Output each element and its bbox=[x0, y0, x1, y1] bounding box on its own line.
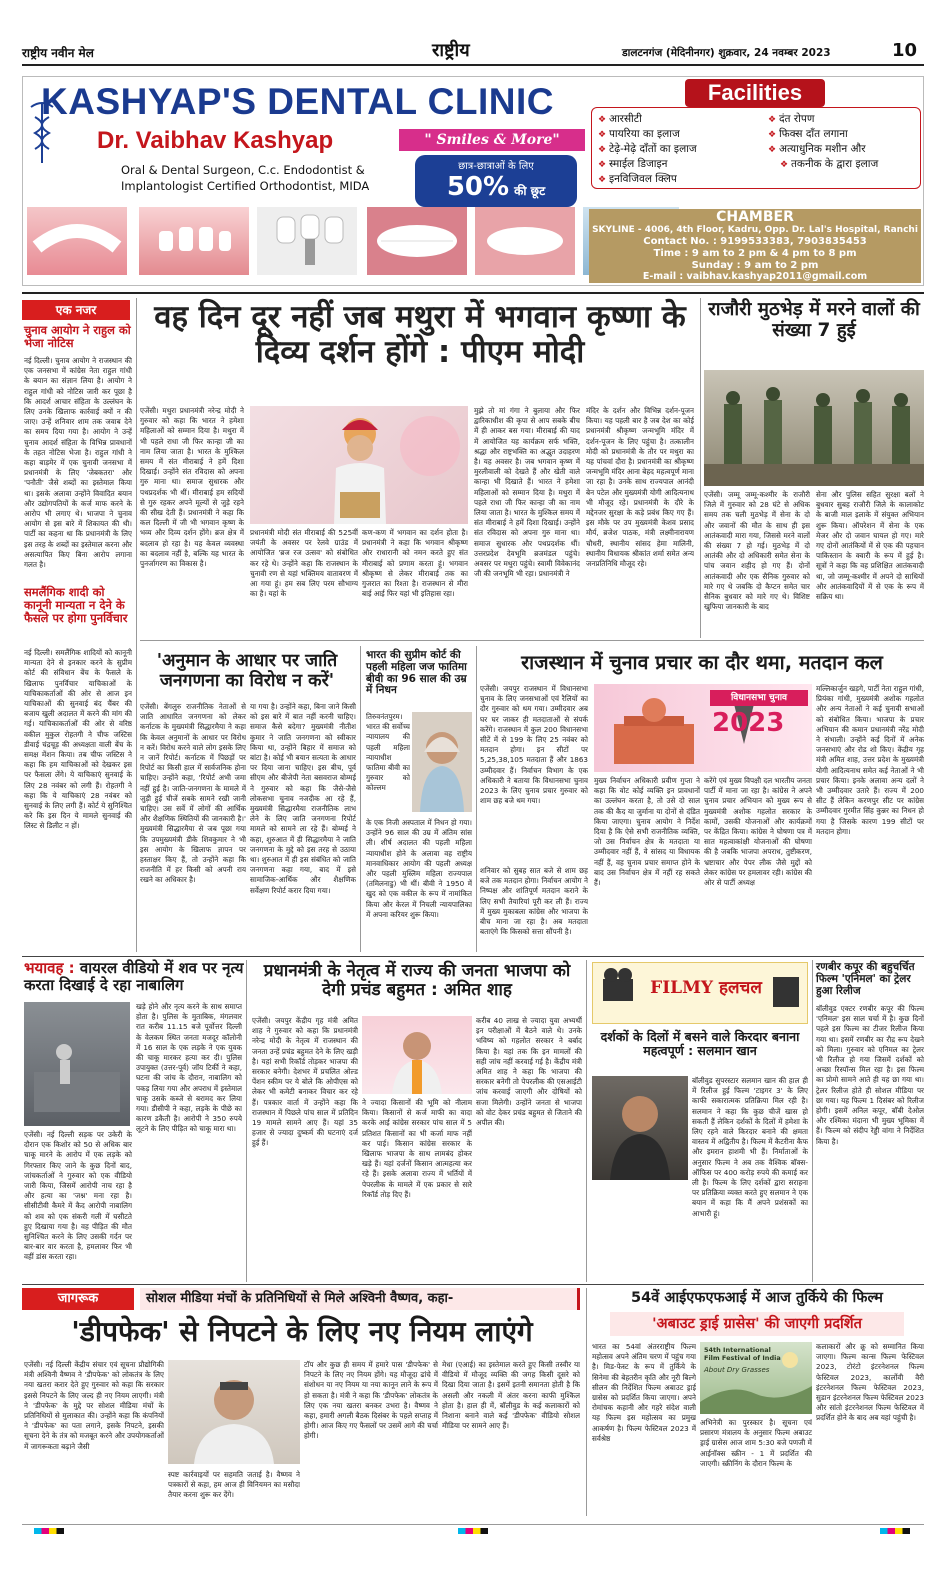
caste-col-1: एजेंसी। बेंगलुरु राजनीतिक नेताओं से जाति आधारित जनगणना को लेकर कर्नाटक के मुख्यमंत्री सिद्धारमैया ने कहा कि केवल अनुमानों के आधार पर विरोध न करें। विरोध करने वाले लोग इसके लिए न जानें रिपोर्ट। कर्नाटक में पिछड़ों पर रिपोर्ट का किसी हाल में सार्वजनिक होना चाहिए। उन्होंने कहा, 'रिपोर्ट अभी जमा नहीं हुई है। जाति-जनगणना के मामले में जुड़ी हुई चीजें सबके सामने रखी जानी चाहिए। उस सर्वे में लोगों की आर्थिक और शैक्षणिक स्थितियों की जानकारी है।' मुख्यमंत्री सिद्धारमैया से जब पूछा गया कि उपमुख्यमंत्री डीके शिवकुमार ने भी इस आयोग के खिलाफ ज्ञापन पर हस्ताक्षर किए हैं, तो उन्होंने कहा कि राजनीति में हर किसी को अपनी राय रखने का अधिकार है। bbox=[140, 702, 246, 885]
doctor-name: Dr. Vaibhav Kashyap bbox=[97, 127, 334, 154]
filmy-logo: FILMY हलचल bbox=[650, 978, 762, 998]
masthead-date: डालटनगंज (मेदिनीनगर) शुक्रवार, 24 नवम्बर 2023 bbox=[622, 47, 831, 59]
footer-bar bbox=[22, 1524, 924, 1534]
iffi-headline-2-box bbox=[610, 1312, 904, 1336]
sidebar-text-2: नई दिल्ली। समलैंगिक शादियों को कानूनी मान्यता देने से इनकार करने के सुप्रीम कोर्ट की संविधान बेंच के फैसले के खिलाफ पुनर्विचार याचिकाओं के याचिकाकर्ताओं की ओर से आज इन याचिकाओं की सुनवाई बंद चैंबर की बजाय खुली अदालत में करने की मांग की गई। याचिकाकर्ताओं की ओर से वरिष्ठ वकील मुकुल रोहतगी ने चीफ जस्टिस डीवाई चंद्रचूड़ की अध्यक्षता वाली बेंच के समक्ष मेंशन किया। तब चीफ जस्टिस ने कहा कि हम याचिकाओं को देखकर इस पर फैसला लेंगे। ये याचिकाएं सुनवाई के लिए 28 नवंबर को लगी हैं। रोहतगी ने कहा कि ये याचिकाएं 28 नवंबर को सुनवाई के लिए लगी हैं। कोर्ट ये सुनिश्चित करे कि इस दिन ये मामले सुनवाई की लिस्ट से डिलीट न हों। bbox=[24, 648, 132, 831]
divider bbox=[812, 960, 813, 1282]
divider bbox=[586, 1288, 587, 1516]
divider bbox=[586, 960, 587, 1282]
doctor-desc-1: Oral & Dental Surgeon, C.c. Endodontist & bbox=[121, 163, 365, 177]
masthead bbox=[22, 36, 924, 66]
deepfake-col-3: टॉप और कुछ ही समय में हमारे पास 'डीपफेक' से निपटने के लिए नए नियम होंगे। यह मौजूदा ढांचे में संशोधन या नए नियम या नया कानून लाने के रूप में हो सकता है। मंत्री ने कहा कि 'डीपफेक' लोकतंत्र के लिए एक नया खतरा बनकर उभरा है। वैष्णव ने कहा, हमारी अगली बैठक दिसंबर के पहले सप्ताह में होगी। आज किए गए फैसलों पर उसमें आगे की चर्चा होगी। bbox=[304, 1360, 438, 1441]
rajouri-headline: राजौरी मुठभेड़ में मरने वालों की संख्या 7 हुई bbox=[708, 299, 920, 341]
offer-line: छात्र-छात्राओं के लिए bbox=[458, 161, 534, 172]
page-number: 10 bbox=[892, 40, 918, 61]
jagruk-tag: जागरूक bbox=[22, 1288, 134, 1310]
facility-item: ❖ आरसीटी bbox=[598, 112, 697, 127]
chamber-address: SKYLINE - 4006, 4th Floor, Kadru, Opp. Dr. Lal's Hospital, Ranchi bbox=[592, 225, 918, 235]
chamber-title: CHAMBER bbox=[716, 209, 794, 225]
masthead-center: राष्ट्रीय bbox=[432, 40, 470, 61]
facility-item: ❖ दंत रोपण bbox=[768, 112, 878, 127]
iffi-poster bbox=[700, 1342, 812, 1414]
facilities-title: Facilities bbox=[685, 79, 825, 107]
slogan-badge bbox=[399, 129, 585, 151]
shah-col-1: एजेंसी। जयपुर केंद्रीय गृह मंत्री अमित शाह ने गुरुवार को कहा कि प्रधानमंत्री नरेन्द्र मोदी के नेतृत्व में राजस्थान की जनता उन्हें प्रचंड बहुमत देने के लिए खड़ी है। यहां सभी रिकॉर्ड तोड़कर भाजपा की सरकार बनेगी। देशभर में प्रचलित ओल्ड पेंशन स्कीम पर ये बोले कि ओपीएस को लेकर भी कमेटी बनाकर विचार कर रहे हैं। पत्रकार वार्ता में उन्होंने कहा कि राजस्थान में पिछले पांच साल में प्रतिदिन 19 मामले सामने आए हैं। यहां 35 हजार से ज्यादा दुष्कर्म की घटनाएं दर्ज हुई हैं। bbox=[252, 1016, 358, 1148]
chamber-email: E-mail : vaibhav.kashyap2011@gmail.com bbox=[642, 271, 868, 282]
rajasthan-col-5: मल्लिकार्जुन खड़गे, पार्टी नेता राहुल गांधी, प्रियंका गांधी, मुख्यमंत्री अशोक गहलोत और अन्य नेताओं ने कई चुनावी सभाओं को संबोधित किया। भाजपा के प्रचार अभियान की कमान प्रधानमंत्री नरेंद्र मोदी ने संभाली। उन्होंने कई दिनों में अनेक जनसभाएं और रोड शो किए। केंद्रीय गृह मंत्री अमित शाह, उत्तर प्रदेश के मुख्यमंत्री योगी आदित्यनाथ समेत कई नेताओं ने भी प्रचार किया। इनके अलावा अन्य दलों ने भी उम्मीदवार उतारे हैं। राज्य में 200 सीट हैं लेकिन करणपुर सीट पर कांग्रेस उम्मीदवार गुरमीत सिंह कुन्नर का निधन हो गया है जिसके कारण 199 सीटों पर मतदान होगा। bbox=[816, 684, 924, 836]
viral-text-2: खड़े होने और नृत्य करने के साथ समाप्त होता है। पुलिस के मुताबिक, मंगलवार रात करीब 11.15 बजे पूर्वोत्तर दिल्ली के वेलकम स्थित जनता मजदूर कॉलोनी में 16 साल के एक लड़के ने एक युवक की चाकू मारकर हत्या कर दी। पुलिस उपायुक्त (उत्तर-पूर्व) जॉय टिर्की ने कहा, घटना की जांच के दौरान, नाबालिग को पकड़ लिया गया और अपराध में इस्तेमाल चाकू उसके कब्जे से बरामद कर लिया गया। डीसीपी ने कहा, लड़के के पीछे का कारण डकैती है। आरोपी ने 350 रुपये लूटने के लिए पीड़ित को चाकू मारा था। bbox=[136, 1002, 242, 1134]
facility-item: ❖ फिक्स दाँत लगाना bbox=[768, 127, 878, 142]
shah-photo bbox=[362, 1016, 472, 1094]
facilities-left bbox=[598, 112, 697, 187]
rajasthan-col-2: शनिवार को सुबह सात बजे से शाम छह बजे तक मतदान होगा। निर्वाचन आयोग ने निष्पक्ष और शांतिपूर्ण मतदान कराने के लिए सभी तैयारियां पूरी कर ली हैं। राज्य में मुख्य मुकाबला कांग्रेस और भाजपा के बीच माना जा रहा है। अब मतदाता बताएंगे कि किसको सत्ता सौंपनी है। bbox=[480, 866, 588, 937]
fatima-headline: भारत की सुप्रीम कोर्ट की पहली महिला जज फातिमा बीवी का 96 साल की उम्र में निधन bbox=[366, 649, 467, 697]
modi-photo bbox=[250, 406, 468, 524]
iffi-headline-2: 'अबाउट ड्राई ग्रासेस' की जाएगी प्रदर्शित bbox=[652, 1316, 862, 1332]
fatima-text: के एक निजी अस्पताल में निधन हो गया। उन्होंने 96 साल की उम्र में अंतिम सांस ली। शीर्ष अदालत की पहली महिला न्यायाधीश होने के अलावा वह राष्ट्रीय मानवाधिकार आयोग की पहली अध्यक्ष और पहली मुस्लिम महिला राज्यपाल (तमिलनाडु) भी थीं। बीवी ने 1950 में खुद को एक वकील के रूप में नामांकित किया और केरल में निचली न्यायपालिका में अपना करियर शुरू किया। bbox=[366, 818, 472, 919]
dentures-photo bbox=[27, 207, 127, 275]
clinic-name: KASHYAP'S DENTAL CLINIC bbox=[41, 81, 555, 122]
viral-text: एजेंसी। नई दिल्ली सड़क पर उकेरी के दौरान एक किशोर को 50 से अधिक बार चाकू मारने के आरोप में एक लड़के को गिरफ्तार किए जाने के कुछ दिनों बाद, जांचकर्ताओं ने गुरुवार को एक वीडियो जारी किया, जिसमें आरोपी नाच रहा है और हत्या का 'जश्न' मना रहा है। सीसीटीवी कैमरे में कैद आरोपी नाबालिग को शव को एक संकरी गली में घसीटते हुए दिखाया गया है। वह पीड़ित की मौत सुनिश्चित करने के लिए उसकी गर्दन पर बार-बार वार करता है, हमलावर फिर भी वहीं डांस करता रहा। bbox=[24, 1130, 132, 1262]
viral-photo bbox=[24, 1002, 130, 1126]
shah-col-3: करीब 40 लाख से ज्यादा युवा अभ्यर्थी इन परीक्षाओं में बैठने वाले थे। उनके भविष्य को गहलोत सरकार ने बर्बाद किया है। यहां तक कि इन मामलों की सही जांच नहीं करवाई गई है। केंद्रीय मंत्री अमित शाह ने कहा कि भाजपा की सरकार बनेगी तो पेपरलीक की एसआईटी जांच करवाई जाएगी और दोषियों को सजा मिलेगी। उन्होंने जनता से भाजपा को वोट देकर प्रचंड बहुमत से जिताने की अपील की। bbox=[476, 1016, 582, 1128]
deepfake-col-4: मेधा (एआई) का इस्तेमाल करते हुए किसी तस्वीर या वीडियो में मौजूद व्यक्ति की जगह किसी दूसरे को दिखा दिया जाता है। इसमें इतनी समानता होती है कि असली और नकली में अंतर करना काफी मुश्किल होता है। हाल ही में, बॉलीवुड के कई कलाकारों को निशाना बनाने वाले कई 'डीपफेक' वीडियो सोशल मीडिया पर सामने आए हैं। bbox=[442, 1360, 580, 1431]
iffi-col-3: कलाकारों और क्रू को सम्मानित किया जाएगा। फिल्म कान्स फिल्म फेस्टिवल 2023, टोरंटो इंटरनेशनल फिल्म फेस्टिवल 2023, कार्लोवी वैरी इंटरनेशनल फिल्म फेस्टिवल 2023, सुडान इंटरनेशनल फिल्म फेस्टिवल 2023 और सांतो इंटरनेशनल फिल्म फेस्टिवल में प्रदर्शित होने के बाद अब यहां पहुंची है। bbox=[816, 1342, 924, 1423]
election-poster bbox=[594, 684, 812, 772]
soldiers-photo bbox=[704, 370, 924, 486]
filmy-logo-banner bbox=[592, 962, 808, 1024]
divider bbox=[476, 646, 477, 952]
chamber-sunday: Sunday : 9 am to 2 pm bbox=[691, 260, 819, 271]
masthead-left: राष्ट्रीय नवीन मेल bbox=[22, 46, 94, 60]
chamber-time: Time : 9 am to 2 pm & 4 pm to 8 pm bbox=[653, 248, 857, 259]
sidebar-headline-1: चुनाव आयोग ने राहुल को भेजा नोटिस bbox=[24, 323, 131, 350]
facility-item: ❖ इनविजिवल क्लिप bbox=[598, 172, 697, 187]
rajasthan-col-3: मुख्य निर्वाचन अधिकारी प्रवीण गुप्ता ने कहा कि वोट कोई व्यक्ति इन प्रावधानों का उल्लंघन करता है, तो उसे दो साल तक की कैद या जुर्माना या दोनों से दंडित किया जाएगा। चुनाव आयोग ने निर्देश दिया है कि ऐसे सभी राजनीतिक व्यक्ति, जो उस निर्वाचन क्षेत्र के मतदाता या उम्मीदवार नहीं हैं, वे सांसद या विधायक नहीं हैं, वह चुनाव प्रचार समाप्त होने के बाद उस निर्वाचन क्षेत्र में नहीं रह सकते हैं। bbox=[594, 776, 700, 888]
deepfake-subhead: सोशल मीडिया मंचों के प्रतिनिधियों से मिले अश्विनी वैष्णव, कहा- bbox=[140, 1288, 580, 1310]
viral-headline: वायरल वीडियो में शव पर नृत्य करता दिखाई दे रहा नाबालिग bbox=[24, 959, 244, 994]
chamber-contact: Contact No. : 9199533383, 7903835453 bbox=[643, 236, 867, 247]
implant-photo-1 bbox=[139, 207, 249, 275]
registration-mark bbox=[880, 1528, 910, 1534]
divider bbox=[22, 956, 924, 957]
facility-item: ❖ तकनीक के द्वारा इलाज bbox=[768, 157, 878, 172]
rajasthan-headline: राजस्थान में चुनाव प्रचार का दौर थमा, मतदान कल bbox=[521, 651, 883, 674]
rajasthan-col-1: एजेंसी। जयपुर राजस्थान में विधानसभा चुनाव के लिए जनसभाओं एवं रैलियों का दौर गुरुवार को थम गया। उम्मीदवार अब घर घर जाकर ही मतदाताओं से संपर्क करेंगे। राजस्थान में कुल 200 विधानसभा सीटें में से 199 के लिए 25 नवंबर को मतदान होगा। इन सीटों पर 5,25,38,105 मतदाता हैं और 1863 उम्मीदवार हैं। निर्वाचन विभाग के एक अधिकारी ने बताया कि विधानसभा चुनाव 2023 के लिए चुनाव प्रचार गुरुवार को शाम छह बजे थम गया। bbox=[480, 684, 588, 806]
facility-item: ❖ पायरिया का इलाज bbox=[598, 127, 697, 142]
ek-nazar-tag: एक नजर bbox=[22, 300, 130, 320]
facility-item: ❖ अत्याधुनिक मशीन और bbox=[768, 142, 878, 157]
offer-box bbox=[415, 155, 577, 207]
filmy-text: बॉलीवुड सुपरस्टार सलमान खान की हाल ही में रिलीज हुई फिल्म 'टाइगर 3' के लिए काफी सकारात्मक प्रतिक्रिया मिल रही है। सलमान ने कहा कि कुछ चीजें खास हो सकती हैं लेकिन दर्शकों के दिलों में हमेशा के लिए रहने वाले किरदार बनाने की क्षमता वास्तव में अद्वितीय है। फिल्म में कैटरीना कैफ और इमरान हाशमी भी हैं। निर्माताओं के अनुसार फिल्म ने अब तक वैश्विक बॉक्स-ऑफिस पर 400 करोड़ रुपये की कमाई कर ली है। फिल्म के लिए दर्शकों द्वारा सराहना पर प्रतिक्रिया व्यक्त करते हुए सलमान ने एक बयान में कहा कि मैं अपने प्रशंसकों का आभारी हूं। bbox=[692, 1076, 808, 1218]
viral-headline-wrap bbox=[24, 960, 244, 994]
registration-mark bbox=[458, 1528, 488, 1534]
divider bbox=[246, 960, 247, 1282]
divider bbox=[700, 298, 701, 638]
lead-col-2: मुझे तो मां गंगा ने बुलाया और फिर द्वारिकाधीश की कृपा से आप सबके बीच में ही आकर बस गया। मीराबाई की याद में आयोजित यह कार्यक्रम सर्फ भक्ति, श्रद्धा और राष्ट्रभक्ति का अद्भुत उदाहरण है। यह अवसर है। जब भगवान कृष्ण में मुरलीवाली को देखते हैं और खेती वाले कान्हा भी दिखाते हैं। भारत ने हमेशा महिलाओं को सम्मान दिया है। मथुरा में पहले राधा जी फिर कान्हा जी का नाम लिया जाता है। भारत के मुश्किल समय में संत मीराबाई ने हमें दिशा दिखाई। उन्होंने संत रविदास को अपना गुरु माना था। समाज सुधारक और पथप्रदर्शक थीं। उत्तरप्रदेश देवभूमि ब्रजमंडल पहुंचे। अवसर पर मथुरा पहुंचे। स्वामी विवेकानंद जी की जनभूमि भी रहा। प्रधानमंत्री ने bbox=[474, 406, 580, 579]
iffi-col-2: अभिनेत्री का पुरस्कार है। सूचना एवं प्रसारण मंत्रालय के अनुसार फिल्म अबाउट ड्राई ग्रासेस आज शाम 5:30 बजे पणजी में आईनॉक्स स्क्रीन - 1 में प्रदर्शित की जाएगी। स्क्रीनिंग के दौरान फिल्म के bbox=[700, 1418, 812, 1468]
rajasthan-col-4: करेंगे एवं मुख्य विपक्षी दल भारतीय जनता पार्टी में माना जा रहा है। कांग्रेस ने अपने चुनाव प्रचार अभियान को मुख्य रूप से मुख्यमंत्री अशोक गहलोत सरकार के कामों, उसकी योजनाओं और कार्यक्रमों पर केंद्रित किया। कांग्रेस ने घोषणा पत्र में सात महत्वाकांक्षी योजनाओं की घोषणा की है जबकि भाजपा अपराध, तुष्टीकरण, भ्रष्टाचार और पेपर लीक जैसे मुद्दों को लेकर कांग्रेस पर हमलावर रही। कांग्रेस की ओर से पार्टी अध्यक्ष bbox=[704, 776, 812, 888]
deepfake-col-2: स्पष्ट कार्रवाइयों पर सहमति जताई है। वैष्णव ने पत्रकारों से कहा, हम आज ही विनियमन का मसौदा तैयार करना शुरू कर देंगे। bbox=[168, 1470, 300, 1500]
smile-photo-2 bbox=[475, 207, 575, 275]
offer-discount bbox=[415, 172, 577, 202]
facility-item: ❖ स्माईल डिजाइन bbox=[598, 157, 697, 172]
implant-photo-2 bbox=[257, 207, 357, 275]
offer-rest: की छूट bbox=[514, 184, 546, 198]
slogan-text: " Smiles & More" bbox=[424, 132, 560, 148]
animal-text: बॉलीवुड एक्टर रणबीर कपूर की फिल्म 'एनिमल' इस साल चर्चा में है। कुछ दिनों पहले इस फिल्म का टीजर रिलीज किया गया था। इसमें रणबीर का रौद्र रूप देखने को मिला। गुरुवार को एनिमल का ट्रेलर भी रिलीज हो गया जिसमें दर्शकों को अच्छा रिस्पॉन्स मिल रहा है। इस फिल्म का प्रोमो सामने आते ही यह छा गया था। ट्रेलर रिलीज होते ही सोशल मीडिया पर छा गया। यह फिल्म 1 दिसंबर को रिलीज होगी। इसमें अनिल कपूर, बॉबी देओल और रश्मिका मंदाना भी मुख्य भूमिका में हैं। फिल्म को संदीप रेड्डी वांगा ने निर्देशित किया है। bbox=[816, 1004, 924, 1146]
deepfake-headline: 'डीपफेक' से निपटने के लिए नए नियम लाएंगे bbox=[71, 1315, 533, 1348]
lead-col-1: एजेंसी। मथुरा प्रधानमंत्री नरेन्द्र मोदी ने गुरुवार को कहा कि भारत ने हमेशा महिलाओं को सम्मान दिया है। मथुरा में भी पहले राधा जी फिर कान्हा जी का नाम लिया जाता है। भारत के मुश्किल समय में संत मीराबाई ने हमें दिशा दिखाई। उन्होंने संत रविदास को अपना गुरु माना था। समाज सुधारक और पथप्रदर्शक भी थीं। मीराबाई हम सदियों से गुरु रहकर अपने मूल्यों से जुड़े रहने की सीख देती हैं। प्रधानमंत्री ने कहा कि कल दिल्ली में जी भी भगवान कृष्ण के भव्य और दिव्य दर्शन होंगे। ब्रज क्षेत्र में बदलाव हो रहा है। यह केवल व्यवस्था का बदलाव नहीं है, बल्कि यह भारत के पुनर्जागरण का विकास है। bbox=[140, 406, 244, 569]
fatima-photo bbox=[412, 712, 472, 812]
animal-headline: रणबीर कपूर की बहुचर्चित फिल्म 'एनिमल' का ट्रेलर हुआ रिलीज bbox=[816, 961, 915, 997]
caste-col-2: या गया है। उन्होंने कहा, बिना जाने किसी को इस बारे में बात नहीं करनी चाहिए। समाज कैसे बदेगा? मुख्यमंत्री नीतीश कुमार ने जाति जनगणना को स्वीकार किया था, उन्होंने बिहार में समाज को बांटा है। कोई भी बयान सत्यता के आधार पर दिया जाना चाहिए। इस बीच, पूर्व सीएम और बीजेपी नेता बसवराज बोम्मई ने गुरुवार को कहा कि जैसे-जैसे लोकसभा चुनाव नजदीक आ रहे हैं, मुख्यमंत्री सिद्धारमैया राजनीतिक लाभ लेने के लिए जाति जनगणना रिपोर्ट मामले को सामने ला रहे हैं। बोम्मई ने कहा, शुरुआत में ही सिद्धारमैया ने जाति जनगणना के मुद्दे को इस तरह से उठाया था। शुरुआत में ही इस संबंधित को जाति जनगणना कहा गया, बाद में इसे सामाजिक-आर्थिक और शैक्षणिक सर्वेक्षण रिपोर्ट करार दिया गया। bbox=[250, 702, 356, 895]
facilities-right bbox=[768, 112, 878, 172]
divider bbox=[136, 298, 137, 952]
registration-mark bbox=[34, 1528, 64, 1534]
facilities-box bbox=[591, 107, 921, 189]
lead-under-photo-2: कण-कण में भगवान का दर्शन होता है। प्रधानमंत्री ने कहा कि भगवान श्रीकृष्ण और राधारानी को नमन करते हुए संत मीराबाई को प्रणाम करता हूं। भगवान श्रीकृष्ण से लेकर मीराबाई तक का गुजरात का रिश्ता है। राजस्थान से मीरा बाई आई फिर यहां भी इतिहास रहा। bbox=[362, 528, 468, 599]
divider bbox=[22, 292, 924, 294]
divider bbox=[22, 1284, 924, 1285]
poster-year: 2023 bbox=[712, 708, 785, 738]
sidebar-text-1: नई दिल्ली। चुनाव आयोग ने राजस्थान की एक जनसभा में कांग्रेस नेता राहुल गांधी के बयान का संज्ञान लिया है। आयोग ने राहुल गांधी को नोटिस जारी कर पूछा है कि आदर्श आचार संहिता के उल्लंघन के लिए उनके खिलाफ कार्रवाई क्यों न की जाए। उन्हें शनिवार शाम तक जवाब देने का समय दिया गया है। आयोग ने उन्हें चुनाव आदर्श संहिता के विभिन्न प्रावधानों के तहत नोटिस भेजा है। राहुल गांधी ने कहा बाड़मेर में एक चुनावी जनसभा में प्रधानमंत्री के लिए 'जेबकतरा' और 'पनौती' जैसे शब्दों का इस्तेमाल किया था। इसके अलावा उन्होंने विवादित बयान और उद्योगपतियों के कर्ज माफ करने के आरोप भी लगाए थे। भाजपा ने चुनाव आयोग से इस बारे में शिकायत की थी। पार्टी का कहना था कि प्रधानमंत्री के लिए इस तरह के शब्दों का इस्तेमाल करना और असत्यापित किए बिना आरोप लगाना गलत है। bbox=[24, 356, 132, 570]
divider bbox=[360, 646, 361, 952]
divider bbox=[140, 640, 924, 641]
sidebar-headline-2: समलैंगिक शादी को कानूनी मान्यता न देने के फैसले पर होगा पुनर्विचार bbox=[24, 585, 128, 625]
shah-col-2: ने ज्यादा किसानों की भूमि को नीलाम किया। किसानों से कर्ज माफी का वादा करके आई कांग्रेस सरकार पांच साल में 5 प्रतिशत किसानों का भी कर्जा माफ नहीं कर पाई। किसान कांग्रेस सरकार के खिलाफ भाजपा के साथ लामबंद होकर खड़े हैं। यहां दर्जनों किसान आत्महत्या कर रहे हैं। इसके अलावा राज्य में भर्तियों में पेपरलीक के मामले में एक प्रकार से सारे रिकॉर्ड तोड़ दिए हैं। bbox=[362, 1098, 472, 1199]
chamber-box bbox=[589, 209, 921, 283]
deepfake-col-1: एजेंसी। नई दिल्ली केंद्रीय संचार एवं सूचना प्रौद्योगिकी मंत्री अश्विनी वैष्णव ने 'डीपफेक' को लोकतंत्र के लिए नया खतरा करार देते हुए गुरुवार को कहा कि सरकार इससे निपटने के लिए जल्द ही नए नियम लाएगी। मंत्री ने 'डीपफेक' के मुद्दे पर सोशल मीडिया मंचों के प्रतिनिधियों से मुलाकात की। उन्होंने कहा कि कंपनियों ने 'डीपफेक' का पता लगाने, इसके निपटने, इसकी सूचना देने के तंत्र को मजबूत करने और उपयोगकर्ताओं में जागरूकता बढ़ाने जैसी bbox=[24, 1360, 164, 1451]
caste-headline: 'अनुमान के आधार पर जाति जनगणना का विरोध न करें' bbox=[156, 651, 338, 691]
iffi-col-1: भारत का 54वां अंतरराष्ट्रीय फिल्म महोत्सव अपने अंतिम चरण में पहुंच गया है। मिड-फेस्ट के रूप में तुर्किये के सिनेमा की बेहतरीन कृति और नूरी बिल्गे सीलन की निर्देशित फिल्म अबाउट ड्राई ग्रासेस को प्रदर्शित किया जाएगा। अपने रोमांचक कहानी और गहरे संदेश वाली यह फिल्म इस महोत्सव का प्रमुख आकर्षण है। फिल्म फेस्टिवल 2023 में सर्वश्रेष्ठ bbox=[592, 1342, 696, 1443]
facility-item: ❖ टेढ़े-मेढ़े दाँतों का इलाज bbox=[598, 142, 697, 157]
iffi-poster-title: 54th International Film Festival of India bbox=[704, 1346, 781, 1362]
lead-headline: वह दिन दूर नहीं जब मथुरा में भगवान कृष्णा के दिव्य दर्शन होंगे : पीएम मोदी bbox=[154, 299, 686, 370]
doctor-desc-2: Implantologist Certified Orthodontist, MIDA bbox=[121, 179, 370, 193]
iffi-poster-sub: About Dry Grasses bbox=[704, 1366, 770, 1374]
smile-photo-1 bbox=[367, 207, 467, 275]
shah-headline: प्रधानमंत्री के नेतृत्व में राज्य की जनता भाजपा को देगी प्रचंड बहुमत : अमित शाह bbox=[263, 961, 571, 1001]
fatima-lead: तिरुवनंतपुरम। भारत की सर्वोच्च न्यायालय की पहली महिला न्यायाधीश फातिमा बीवी का गुरुवार को कोल्लम bbox=[366, 712, 410, 793]
iffi-headline-1: 54वें आईएफएफआई में आज तुर्किये की फिल्म bbox=[631, 1290, 883, 1306]
vaishnaw-photo bbox=[168, 1360, 300, 1464]
rajouri-col-1: एजेंसी। जम्मू जम्मू-कश्मीर के राजौरी जिले में गुरुवार को 28 घंटे से अधिक समय तक चली मुठभेड़ में सेना के दो और जवानों की मौत के साथ ही इस आतंकवादी मारा गया, जिससे मरने वालों की संख्या 7 हो गई। मुठभेड़ में दो आतंकी और दो अधिकारी समेत सेना के पांच जवान शहीद हो गए हैं। दोनों आतंकवादी और एक सैनिक गुरुवार को मारे गए थे जबकि दो कैप्टन समेत चार सैनिक बुधवार को मारे गए थे। विशिष्ट खुफिया जानकारी के बाद bbox=[704, 490, 810, 612]
lead-col-3: मंदिर के दर्शन और विभिन्न दर्शन-पूजन किया। यह पहली बार है जब देश का कोई प्रधानमंत्री श्रीकृष्ण जन्मभूमि मंदिर में दर्शन-पूजन के लिए पहुंचा है। तत्कालीन मोदी को प्रधानमंत्री के तौर पर मथुरा का यह पांचवां दौरा है। प्रधानमंत्री का श्रीकृष्ण जन्मभूमि मंदिर आना बेहद महत्वपूर्ण माना जा रहा है। उनके साथ राज्यपाल आनंदी बेन पटेल और मुख्यमंत्री योगी आदित्यनाथ भी मौजूद रहे। प्रधानमंत्री के दौरे के मद्देनजर सुरक्षा के कड़े प्रबंध किए गए हैं। इस मौके पर उप मुख्यमंत्री केशव प्रसाद मौर्य, ब्रजेश पाठक, मंत्री लक्ष्मीनारायण चौधरी, स्थानीय सांसद हेमा मालिनी, स्थानीय विधायक श्रीकांत शर्मा समेत अन्य जनप्रतिनिधि मौजूद रहे। bbox=[586, 406, 694, 569]
rajouri-col-2: सेना और पुलिस सहित सुरक्षा बलों ने बुधवार सुबह राजौरी जिले के कालाकोट के बाजी माल इलाके में संयुक्त अभियान शुरू किया। ऑपरेशन में सेना के एक मेजर और दो जवान घायल हो गए। मारे गए दोनों आतंकियों में से एक की पहचान पाकिस्तान के क्वारी के रूप में हुई है। सूत्रों ने कहा कि वह प्रशिक्षित आतंकवादी था, जो जम्मू-कश्मीर में अपने दो साथियों और आतंकवादियों में से एक के रूप में सक्रिय था। bbox=[816, 490, 924, 602]
lead-under-photo-1: प्रधानमंत्री मोदी संत मीराबाई की 525वीं जयंती के अवसर पर रेलवे ग्राउंड में आयोजित 'ब्रज रज उत्सव' को संबोधित कर रहे थे। उन्होंने कहा कि राजस्थान के चुनावी रण से यहां भक्तिमय वातावरण में आ गया हूं। हम सब लिए परम सौभाग्य का है। यहां के bbox=[250, 528, 358, 599]
viral-tag: भयावह : bbox=[24, 959, 75, 977]
dental-ad bbox=[22, 76, 924, 286]
filmy-headline: दर्शकों के दिलों में बसने वाले किरदार बनाना महत्वपूर्ण : सलमान खान bbox=[600, 1029, 800, 1058]
poster-title: विधानसभा चुनाव bbox=[710, 690, 808, 706]
offer-pct: 50% bbox=[446, 172, 510, 202]
